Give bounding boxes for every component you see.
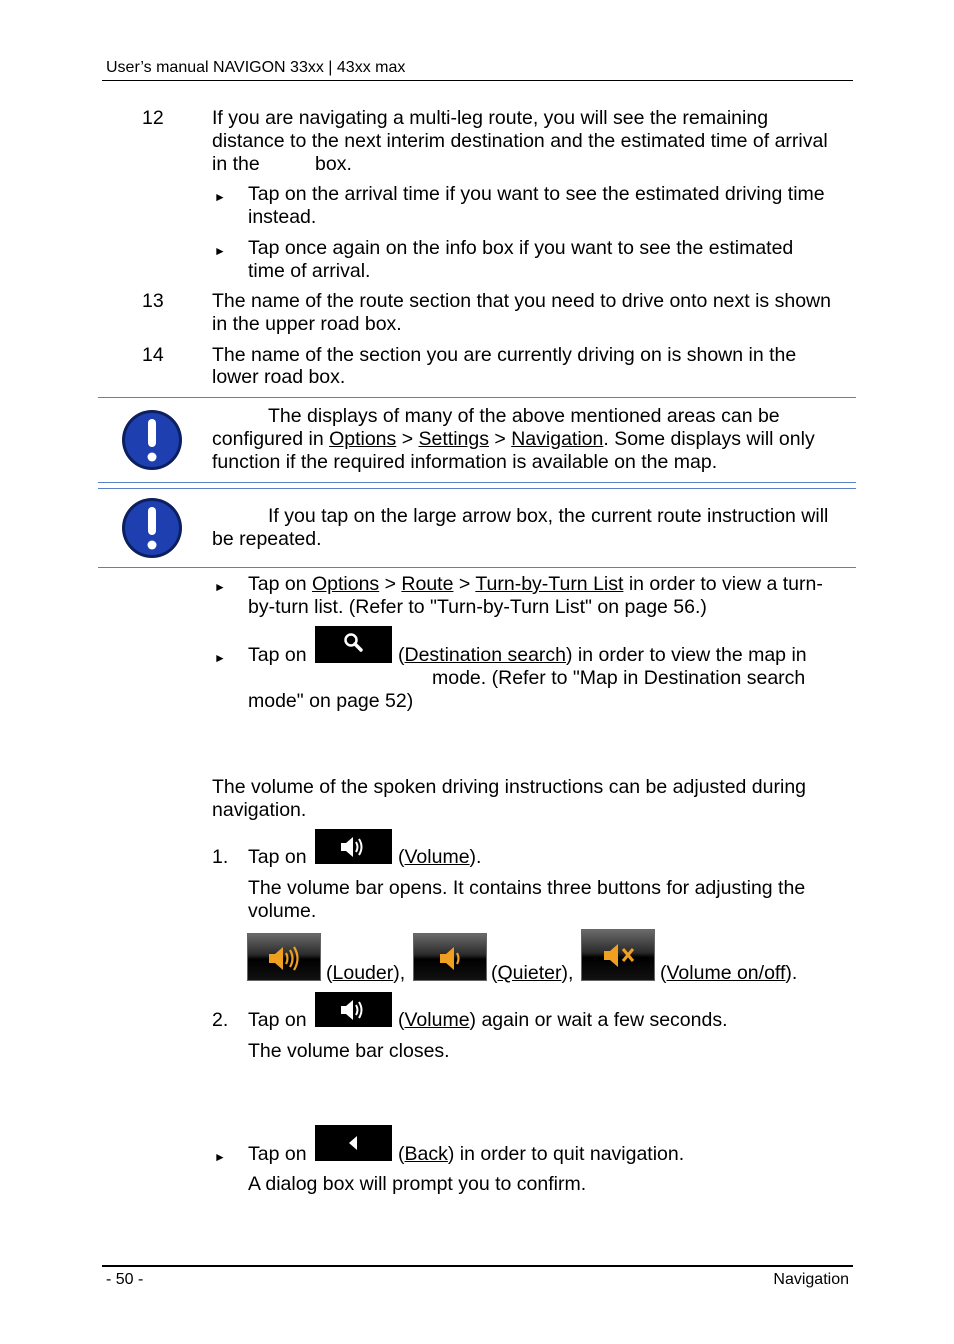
step-text: (Volume). [398,846,482,868]
step-text: The volume bar closes. [248,1040,450,1062]
bullet-text: Tap on the arrival time if you want to see the estimated driving time [248,183,825,205]
item-text: The name of the route section that you need to drive onto next is shown [212,290,831,312]
item-text: lower road box. [212,366,346,388]
header-rule [102,80,853,81]
left-arrow-icon [315,1125,392,1161]
bullet-text: instead. [248,206,317,228]
options-link[interactable]: Options [329,428,397,450]
triangle-bullet-icon: ► [214,651,226,665]
note-rule [98,397,856,398]
item-number: 14 [142,344,164,366]
volume-button[interactable] [315,992,392,1027]
step-text: Tap on [248,1009,307,1031]
button-caption: (Quieter), [491,962,574,984]
speaker-icon [315,992,392,1027]
triangle-bullet-icon: ► [214,580,226,594]
quieter-link[interactable]: Quieter [497,962,562,984]
step-text: (Volume) again or wait a few seconds. [398,1009,728,1031]
note-rule [98,488,856,489]
step-number: 2. [212,1009,229,1031]
speaker-icon [315,829,392,864]
button-caption: (Louder), [326,962,406,984]
item-text: distance to the next interim destination and the estimated time of arrival [212,130,828,152]
note-text: If you tap on the large arrow box, the current route instruction will [268,505,829,527]
bullet-text: Tap on [248,1143,307,1165]
section-name: Navigation [773,1271,849,1288]
bullet-text: mode" on page 52) [248,690,414,712]
paragraph: navigation. [212,799,307,821]
note-rule [98,567,856,568]
item-number: 12 [142,107,164,129]
bullet-text: Tap on Options > Route > Turn-by-Turn List in order to view a turn- [248,573,823,595]
bullet-text: Tap once again on the info box if you want to see the estimated [248,237,794,259]
paragraph: The volume of the spoken driving instructions can be adjusted during [212,776,807,798]
louder-button[interactable] [247,933,321,981]
step-text: Tap on [248,846,307,868]
volume-on-off-link[interactable]: Volume on/off [666,962,786,984]
mute-speaker-icon [582,930,654,980]
volume-button[interactable] [315,829,392,864]
quieter-button[interactable] [413,933,487,981]
settings-link[interactable]: Settings [418,428,489,450]
note-rule [98,482,856,483]
bullet-text: mode. (Refer to "Map in Destination search [432,667,806,689]
item-text: in the [212,153,260,175]
note-text: The displays of many of the above mentioned areas can be [268,405,780,427]
route-link[interactable]: Route [401,573,454,595]
exclamation-alert-icon [121,409,183,471]
step-number: 1. [212,846,229,868]
bullet-text: (Destination search) in order to view the map in [398,644,807,666]
bullet-text: by-turn list. (Refer to "Turn-by-Turn List" on page 56.) [248,596,707,618]
back-link[interactable]: Back [404,1143,448,1165]
navigation-link[interactable]: Navigation [511,428,604,450]
note-text: configured in Options > Settings > Navigation. Some displays will only [212,428,815,450]
bullet-text: (Back) in order to quit navigation. [398,1143,685,1165]
footer-rule [102,1265,853,1267]
note-text: be repeated. [212,528,322,550]
magnifier-icon [315,626,392,663]
step-text: volume. [248,900,317,922]
item-text: If you are navigating a multi-leg route, you will see the remaining [212,107,769,129]
bullet-text: Tap on [248,644,307,666]
note-text: function if the required information is available on the map. [212,451,718,473]
quieter-speaker-icon [414,934,486,980]
step-text: The volume bar opens. It contains three buttons for adjusting the [248,877,806,899]
item-number: 13 [142,290,164,312]
triangle-bullet-icon: ► [214,244,226,258]
volume-link[interactable]: Volume [404,846,470,868]
triangle-bullet-icon: ► [214,1150,226,1164]
header-title: User’s manual NAVIGON 33xx | 43xx max [106,59,406,76]
item-text: box. [315,153,352,175]
item-text: in the upper road box. [212,313,402,335]
louder-speaker-icon [248,934,320,980]
options-link[interactable]: Options [311,573,380,595]
triangle-bullet-icon: ► [214,190,226,204]
volume-link[interactable]: Volume [404,1009,470,1031]
bullet-text: time of arrival. [248,260,371,282]
turn-by-turn-list-link[interactable]: Turn-by-Turn List [475,573,624,595]
back-button[interactable] [315,1125,392,1161]
exclamation-alert-icon [121,497,183,559]
item-text: The name of the section you are currently driving on is shown in the [212,344,797,366]
destination-search-link[interactable]: Destination search [404,644,567,666]
page-number: - 50 - [106,1271,144,1288]
louder-link[interactable]: Louder [332,962,394,984]
bullet-text: A dialog box will prompt you to confirm. [248,1173,587,1195]
button-caption: (Volume on/off). [660,962,798,984]
volume-on-off-button[interactable] [581,929,655,981]
destination-search-button[interactable] [315,626,392,663]
